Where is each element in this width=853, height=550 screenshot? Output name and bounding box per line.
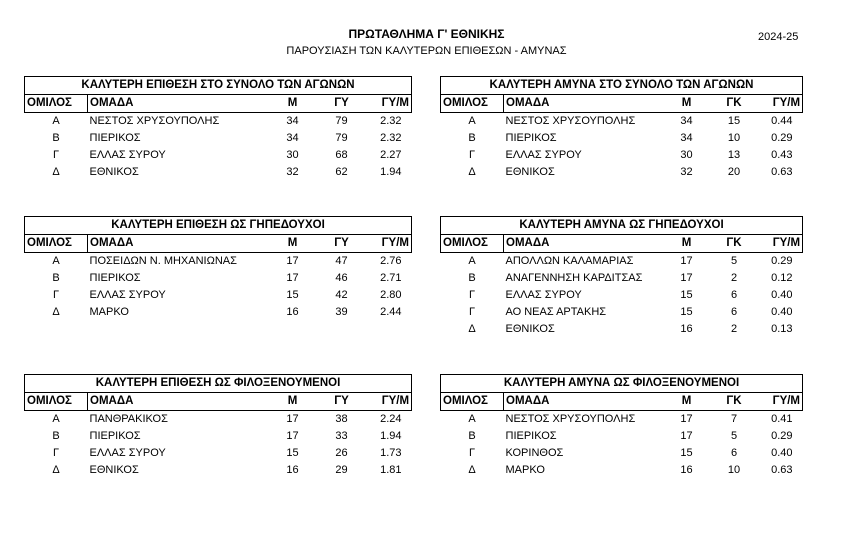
goals-cell: 68 [335, 149, 348, 161]
section-title-row [441, 375, 803, 393]
ratio-cell: 2.32 [380, 115, 402, 127]
defense-away-table [440, 374, 803, 479]
goals-cell: 6 [730, 447, 738, 459]
goals-cell: 33 [335, 430, 348, 442]
group-cell: Δ [468, 464, 476, 476]
matches-cell: 15 [286, 289, 299, 301]
ratio-cell: 2.32 [380, 132, 402, 144]
ratio-cell: 0.63 [771, 464, 793, 476]
team-cell: ΝΕΣΤΟΣ ΧΡΥΣΟΥΠΟΛΗΣ [89, 115, 220, 127]
table-row [25, 164, 412, 181]
table-row [25, 113, 412, 131]
team-cell: ΝΕΣΤΟΣ ΧΡΥΣΟΥΠΟΛΗΣ [505, 413, 636, 425]
team-cell: ΝΕΣΤΟΣ ΧΡΥΣΟΥΠΟΛΗΣ [505, 115, 636, 127]
col-ratio-header: ΓΥ/Μ [366, 393, 412, 411]
team-cell: ΠΙΕΡΙΚΟΣ [505, 132, 557, 144]
group-cell: Α [52, 115, 60, 127]
team-cell: ΕΛΛΑΣ ΣΥΡΟΥ [89, 149, 166, 161]
team-cell: ΕΛΛΑΣ ΣΥΡΟΥ [89, 289, 166, 301]
team-cell: ΕΘΝΙΚΟΣ [505, 166, 555, 178]
col-ratio-header: ΓΥ/Μ [757, 393, 803, 411]
goals-cell: 20 [727, 166, 741, 178]
team-cell: ΕΛΛΑΣ ΣΥΡΟΥ [89, 447, 166, 459]
attack-home-table [24, 216, 412, 321]
team-cell: ΕΘΝΙΚΟΣ [505, 323, 555, 335]
group-cell: Α [468, 255, 476, 267]
matches-cell: 17 [680, 413, 693, 425]
group-cell: Α [52, 255, 60, 267]
matches-cell: 17 [680, 430, 693, 442]
matches-cell: 17 [286, 272, 299, 284]
col-matches-header: Μ [662, 95, 712, 113]
ratio-cell: 0.29 [771, 132, 793, 144]
group-cell: Α [468, 115, 476, 127]
col-team-header: ΟΜΑΔΑ [504, 393, 662, 411]
section-title: ΚΑΛΥΤΕΡΗ ΕΠΙΘΕΣΗ ΣΤΟ ΣΥΝΟΛΟ ΤΩΝ ΑΓΩΝΩΝ [25, 77, 412, 95]
goals-cell: 2 [730, 272, 738, 284]
team-cell: ΠΟΣΕΙΔΩΝ Ν. ΜΗΧΑΝΙΩΝΑΣ [89, 255, 237, 267]
table-row [25, 130, 412, 147]
goals-cell: 13 [727, 149, 741, 161]
group-cell: Β [468, 430, 476, 442]
col-goals-header: ΓΚ [712, 393, 757, 411]
col-goals-header: ΓΚ [712, 235, 757, 253]
col-group-header: ΟΜΙΛΟΣ [25, 393, 88, 411]
table-row [25, 304, 412, 321]
table-row [441, 304, 803, 321]
matches-cell: 32 [286, 166, 299, 178]
goals-cell: 38 [335, 413, 348, 425]
col-matches-header: Μ [268, 235, 318, 253]
goals-cell: 46 [335, 272, 348, 284]
goals-cell: 39 [335, 306, 348, 318]
col-goals-header: ΓΥ [318, 95, 366, 113]
section-title-row [25, 217, 412, 235]
matches-cell: 16 [680, 464, 693, 476]
header-row [25, 393, 412, 411]
team-cell: ΕΘΝΙΚΟΣ [89, 166, 139, 178]
table-row [441, 287, 803, 304]
matches-cell: 34 [680, 132, 693, 144]
table-row [25, 428, 412, 445]
header-row [441, 95, 803, 113]
goals-cell: 15 [727, 115, 741, 127]
section-title-row [25, 77, 412, 95]
team-cell: ΜΑΡΚΟ [505, 464, 545, 476]
goals-cell: 7 [730, 413, 738, 425]
team-cell: ΠΙΕΡΙΚΟΣ [89, 132, 141, 144]
table-row [441, 253, 803, 271]
table-row [441, 321, 803, 338]
ratio-cell: 0.40 [771, 306, 793, 318]
col-group-header: ΟΜΙΛΟΣ [441, 235, 504, 253]
page-title: ΠΡΩΤΑΘΛΗΜΑ Γ' ΕΘΝΙΚΗΣ [348, 27, 505, 41]
group-cell: Β [52, 430, 60, 442]
goals-cell: 79 [335, 115, 348, 127]
defense-home-table [440, 216, 803, 338]
team-cell: ΠΙΕΡΙΚΟΣ [505, 430, 557, 442]
season-label: 2024-25 [758, 31, 799, 43]
page-subtitle: ΠΑΡΟΥΣΙΑΣΗ ΤΩΝ ΚΑΛΥΤΕΡΩΝ ΕΠΙΘΕΣΩΝ - ΑΜΥΝΑΣ [286, 45, 567, 57]
ratio-cell: 1.94 [380, 430, 402, 442]
ratio-cell: 2.71 [380, 272, 402, 284]
matches-cell: 15 [680, 447, 693, 459]
ratio-cell: 0.29 [771, 255, 793, 267]
header-row [25, 95, 412, 113]
table-row [25, 462, 412, 479]
col-team-header: ΟΜΑΔΑ [88, 235, 268, 253]
col-ratio-header: ΓΥ/Μ [757, 95, 803, 113]
table-row [441, 462, 803, 479]
ratio-cell: 0.44 [771, 115, 793, 127]
team-cell: ΕΘΝΙΚΟΣ [89, 464, 139, 476]
ratio-cell: 2.76 [380, 255, 402, 267]
ratio-cell: 0.12 [771, 272, 793, 284]
group-cell: Γ [52, 447, 60, 459]
team-cell: ΑΟ ΝΕΑΣ ΑΡΤΑΚΗΣ [505, 306, 607, 318]
defense-overall-table [440, 76, 803, 181]
table-row [25, 445, 412, 462]
goals-cell: 79 [335, 132, 348, 144]
matches-cell: 17 [286, 413, 299, 425]
matches-cell: 30 [680, 149, 693, 161]
col-goals-header: ΓΥ [318, 393, 366, 411]
team-cell: ΜΑΡΚΟ [89, 306, 129, 318]
group-cell: Α [468, 413, 476, 425]
col-ratio-header: ΓΥ/Μ [757, 235, 803, 253]
group-cell: Γ [468, 289, 476, 301]
goals-cell: 47 [335, 255, 348, 267]
section-title-row [441, 217, 803, 235]
group-cell: Β [468, 132, 476, 144]
col-goals-header: ΓΥ [318, 235, 366, 253]
col-group-header: ΟΜΙΛΟΣ [441, 95, 504, 113]
section-title: ΚΑΛΥΤΕΡΗ ΑΜΥΝΑ ΩΣ ΓΗΠΕΔΟΥΧΟΙ [441, 217, 803, 235]
goals-cell: 5 [730, 255, 738, 267]
ratio-cell: 0.13 [771, 323, 793, 335]
group-cell: Δ [52, 464, 60, 476]
goals-cell: 6 [730, 289, 738, 301]
group-cell: Β [468, 272, 476, 284]
group-cell: Β [52, 272, 60, 284]
col-matches-header: Μ [268, 95, 318, 113]
team-cell: ΑΠΟΛΛΩΝ ΚΑΛΑΜΑΡΙΑΣ [505, 255, 634, 267]
col-team-header: ΟΜΑΔΑ [504, 235, 662, 253]
section-title: ΚΑΛΥΤΕΡΗ ΕΠΙΘΕΣΗ ΩΣ ΦΙΛΟΞΕΝΟΥΜΕΝΟΙ [25, 375, 412, 393]
team-cell: ΠΙΕΡΙΚΟΣ [89, 272, 141, 284]
group-cell: Γ [52, 289, 60, 301]
col-group-header: ΟΜΙΛΟΣ [25, 235, 88, 253]
goals-cell: 2 [730, 323, 738, 335]
ratio-cell: 2.44 [380, 306, 402, 318]
section-title-row [25, 375, 412, 393]
matches-cell: 34 [680, 115, 693, 127]
goals-cell: 26 [335, 447, 348, 459]
group-cell: Α [52, 413, 60, 425]
col-group-header: ΟΜΙΛΟΣ [441, 393, 504, 411]
col-matches-header: Μ [662, 235, 712, 253]
table-row [441, 445, 803, 462]
ratio-cell: 0.40 [771, 447, 793, 459]
ratio-cell: 2.80 [380, 289, 402, 301]
matches-cell: 16 [286, 464, 299, 476]
ratio-cell: 1.94 [380, 166, 402, 178]
goals-cell: 42 [335, 289, 348, 301]
col-team-header: ΟΜΑΔΑ [88, 95, 268, 113]
header-row [25, 235, 412, 253]
ratio-cell: 0.63 [771, 166, 793, 178]
matches-cell: 15 [680, 306, 693, 318]
goals-cell: 29 [335, 464, 348, 476]
matches-cell: 16 [286, 306, 299, 318]
table-row [25, 270, 412, 287]
matches-cell: 17 [680, 272, 693, 284]
table-row [25, 147, 412, 164]
table-row [441, 113, 803, 131]
ratio-cell: 1.81 [380, 464, 402, 476]
matches-cell: 34 [286, 115, 299, 127]
group-cell: Δ [52, 306, 60, 318]
section-title-row [441, 77, 803, 95]
group-cell: Γ [468, 447, 476, 459]
goals-cell: 10 [727, 464, 741, 476]
table-row [441, 270, 803, 287]
matches-cell: 17 [680, 255, 693, 267]
ratio-cell: 0.41 [771, 413, 793, 425]
ratio-cell: 0.43 [771, 149, 793, 161]
group-cell: Γ [468, 306, 476, 318]
col-team-header: ΟΜΑΔΑ [504, 95, 662, 113]
ratio-cell: 2.27 [380, 149, 402, 161]
section-title: ΚΑΛΥΤΕΡΗ ΑΜΥΝΑ ΣΤΟ ΣΥΝΟΛΟ ΤΩΝ ΑΓΩΝΩΝ [441, 77, 803, 95]
team-cell: ΕΛΛΑΣ ΣΥΡΟΥ [505, 289, 582, 301]
table-row [25, 287, 412, 304]
group-cell: Δ [468, 323, 476, 335]
table-row [441, 411, 803, 429]
matches-cell: 17 [286, 430, 299, 442]
attack-away-table [24, 374, 412, 479]
table-row [25, 411, 412, 429]
col-group-header: ΟΜΙΛΟΣ [25, 95, 88, 113]
col-ratio-header: ΓΥ/Μ [366, 235, 412, 253]
table-row [441, 147, 803, 164]
matches-cell: 15 [286, 447, 299, 459]
group-cell: Β [52, 132, 60, 144]
col-team-header: ΟΜΑΔΑ [88, 393, 268, 411]
header-row [441, 393, 803, 411]
col-matches-header: Μ [662, 393, 712, 411]
goals-cell: 6 [730, 306, 738, 318]
table-row [441, 130, 803, 147]
matches-cell: 16 [680, 323, 693, 335]
matches-cell: 30 [286, 149, 299, 161]
matches-cell: 17 [286, 255, 299, 267]
ratio-cell: 2.24 [380, 413, 402, 425]
section-title: ΚΑΛΥΤΕΡΗ ΑΜΥΝΑ ΩΣ ΦΙΛΟΞΕΝΟΥΜΕΝΟΙ [441, 375, 803, 393]
team-cell: ΠΑΝΘΡΑΚΙΚΟΣ [89, 413, 168, 425]
team-cell: ΠΙΕΡΙΚΟΣ [89, 430, 141, 442]
col-goals-header: ΓΚ [712, 95, 757, 113]
goals-cell: 10 [727, 132, 741, 144]
ratio-cell: 0.40 [771, 289, 793, 301]
group-cell: Γ [468, 149, 476, 161]
group-cell: Δ [468, 166, 476, 178]
header-row [441, 235, 803, 253]
ratio-cell: 1.73 [380, 447, 402, 459]
col-matches-header: Μ [268, 393, 318, 411]
matches-cell: 15 [680, 289, 693, 301]
team-cell: ΚΟΡΙΝΘΟΣ [505, 447, 564, 459]
col-ratio-header: ΓΥ/Μ [366, 95, 412, 113]
group-cell: Δ [52, 166, 60, 178]
team-cell: ΑΝΑΓΕΝΝΗΣΗ ΚΑΡΔΙΤΣΑΣ [505, 272, 643, 284]
section-title: ΚΑΛΥΤΕΡΗ ΕΠΙΘΕΣΗ ΩΣ ΓΗΠΕΔΟΥΧΟΙ [25, 217, 412, 235]
table-row [441, 428, 803, 445]
goals-cell: 5 [730, 430, 738, 442]
team-cell: ΕΛΛΑΣ ΣΥΡΟΥ [505, 149, 582, 161]
goals-cell: 62 [335, 166, 348, 178]
table-row [441, 164, 803, 181]
matches-cell: 34 [286, 132, 299, 144]
group-cell: Γ [52, 149, 60, 161]
table-row [25, 253, 412, 271]
matches-cell: 32 [680, 166, 693, 178]
attack-overall-table [24, 76, 412, 181]
ratio-cell: 0.29 [771, 430, 793, 442]
